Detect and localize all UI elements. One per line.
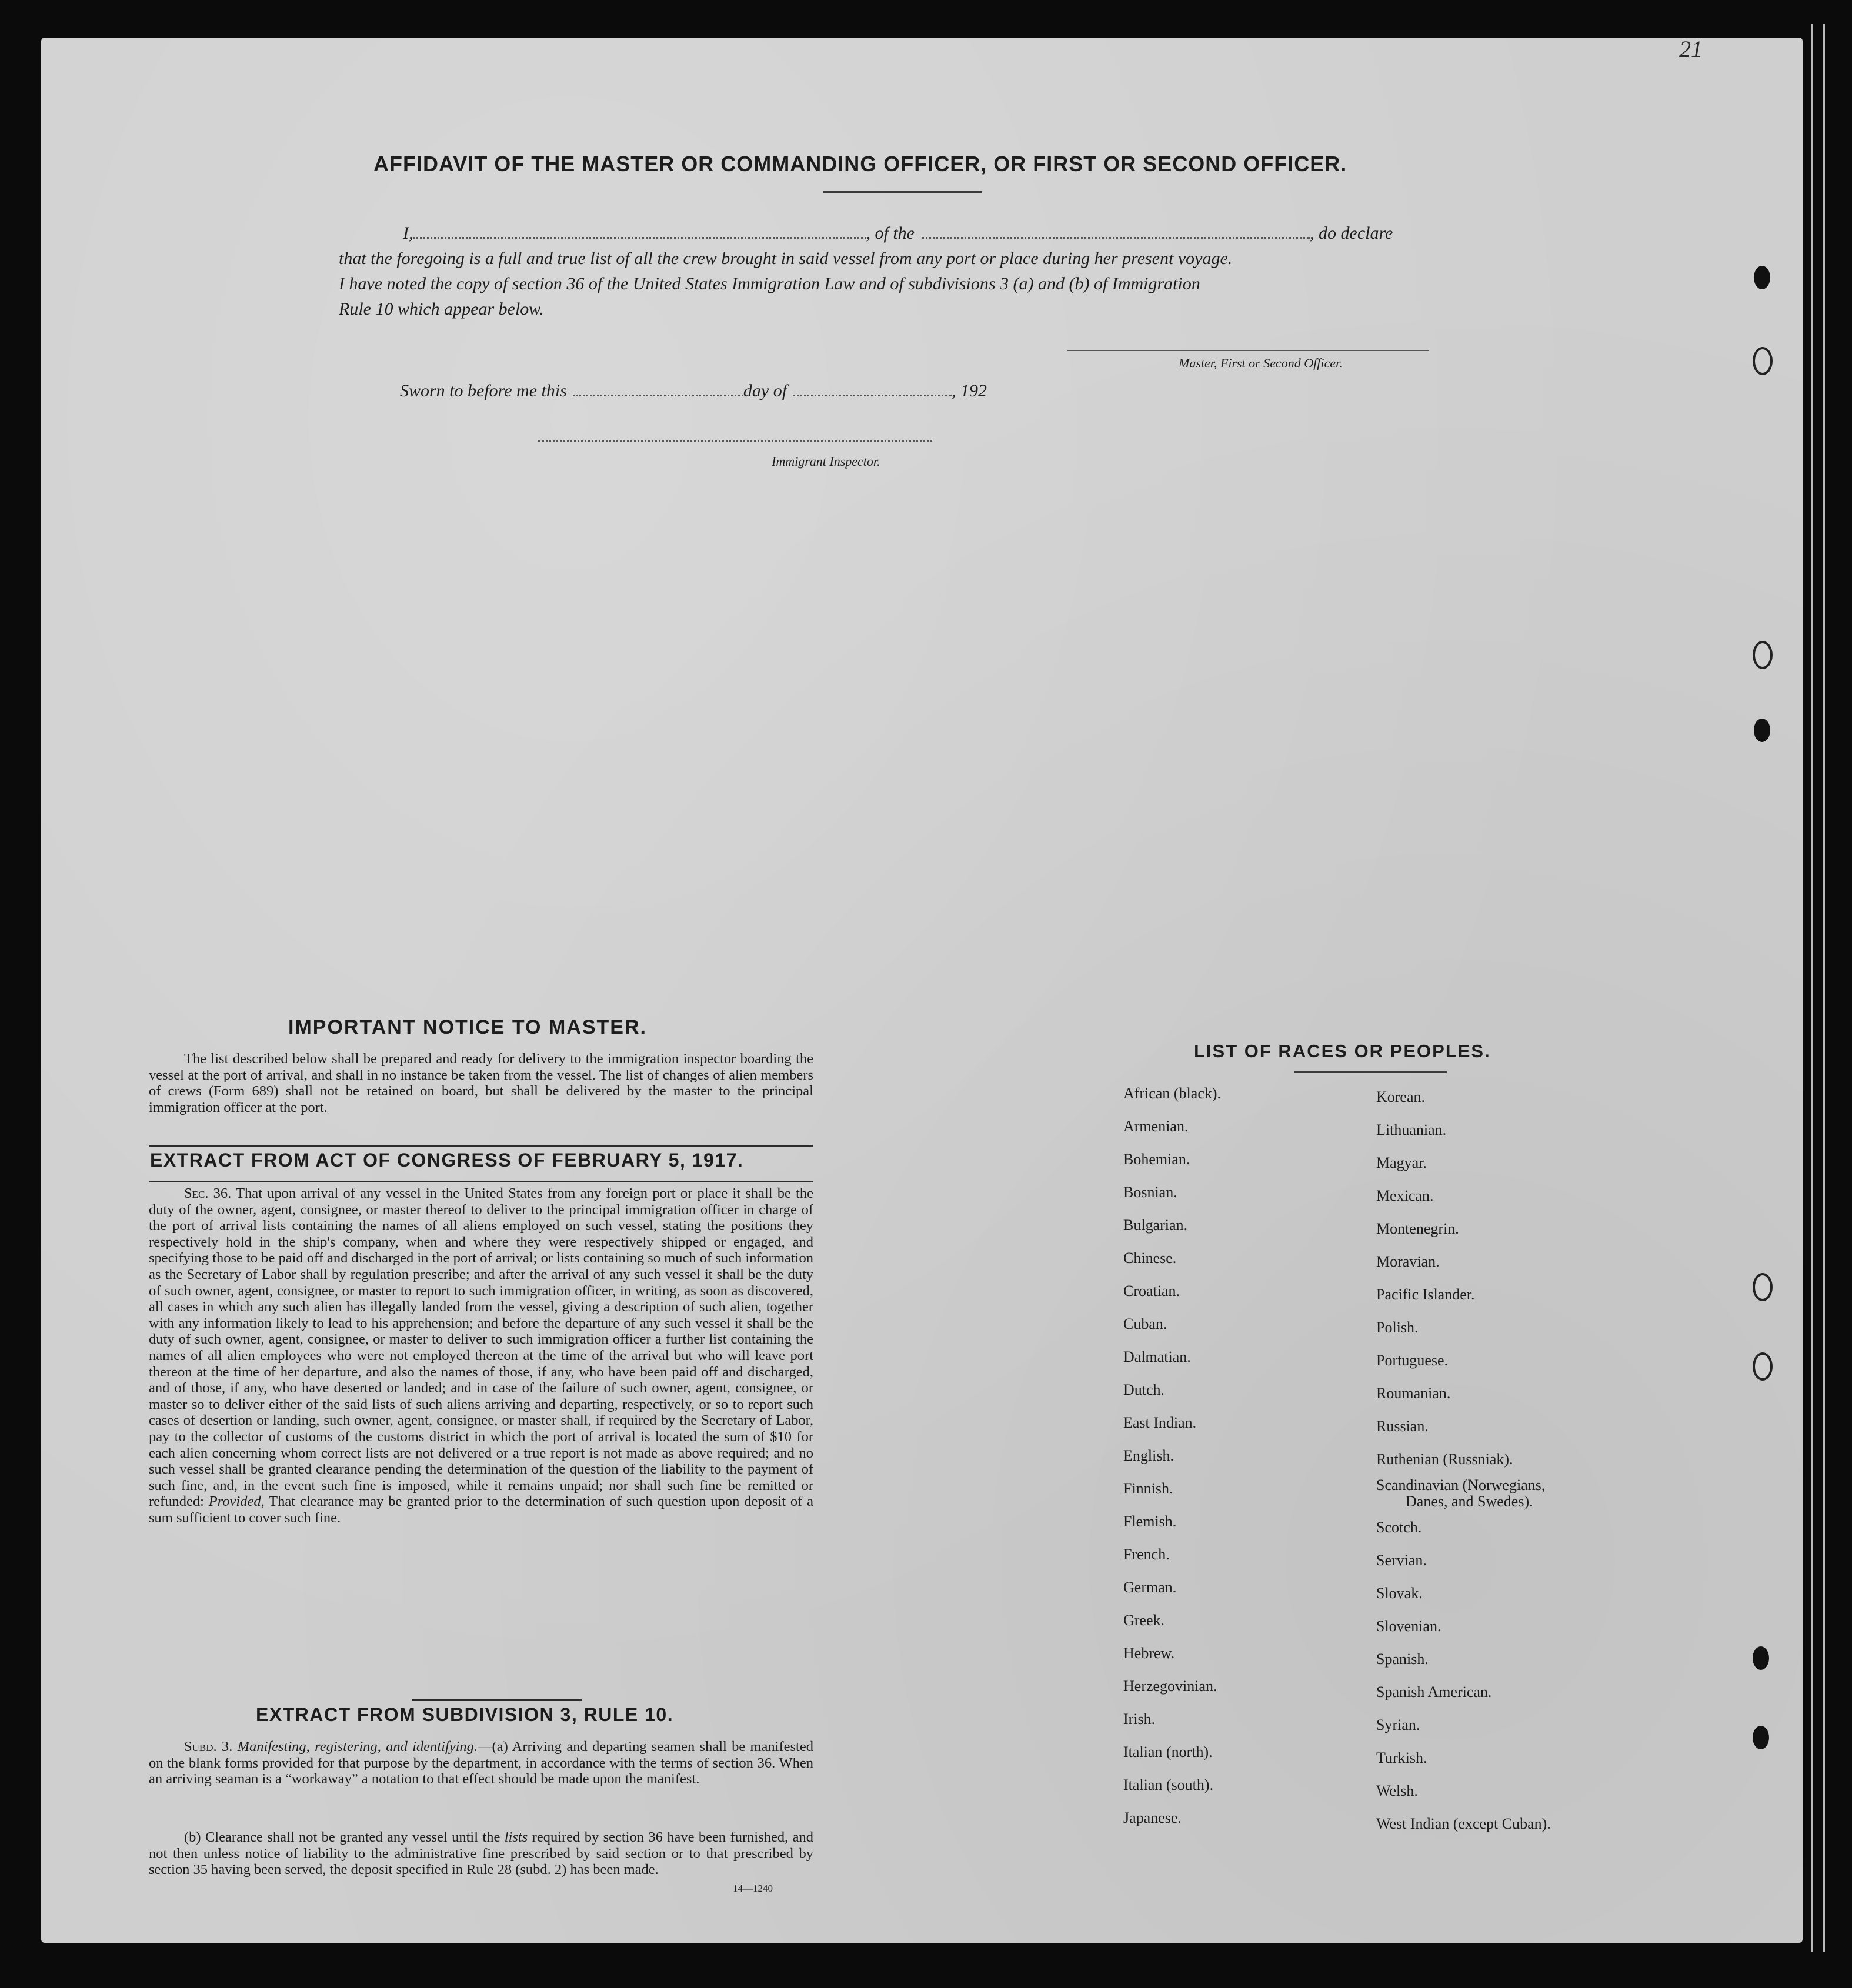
race-item: Mexican. (1376, 1187, 1434, 1204)
affidavit-line-2: that the foregoing is a full and true list of all the crew brought in said vessel from any port or place during her present voyage. (339, 249, 1233, 268)
race-item: Servian. (1376, 1552, 1427, 1569)
race-item: Montenegrin. (1376, 1220, 1459, 1237)
race-item: Finnish. (1123, 1480, 1173, 1497)
section-label: Sec. 36. (184, 1185, 232, 1201)
subd-heading: Manifesting, registering, and identifying. (237, 1739, 478, 1755)
race-item: Russian. (1376, 1418, 1429, 1435)
race-item: Ruthenian (Russniak). (1376, 1451, 1513, 1468)
page-edge-line (1823, 24, 1825, 1952)
affidavit-line-4: Rule 10 which appear below. (339, 299, 544, 319)
race-item: Scotch. (1376, 1519, 1422, 1536)
divider (823, 191, 982, 193)
subd-b-text-start: (b) Clearance shall not be granted any vessel until the (184, 1829, 500, 1845)
race-item: Japanese. (1123, 1809, 1182, 1826)
subd-b-text-end: required by section 36 have been furnished, and not then unless notice of liability to the administrative fine prescribed by said section or to that prescribed by section 35 having been served, the deposit specified in Rule 28 (subd. 2) has been made. (149, 1829, 814, 1878)
race-item: Slovak. (1376, 1585, 1423, 1602)
section-36-text-end: That clearance may be granted prior to the determination of such question upon deposit of a sum sufficient to cover such fine. (149, 1493, 813, 1526)
subdivision-a-paragraph (149, 1739, 813, 1787)
punch-hole (1754, 719, 1770, 742)
subd-label: Subd. 3. (184, 1739, 233, 1755)
page-number: 21 (1679, 36, 1703, 62)
inspector-signature-label: Immigrant Inspector. (772, 454, 880, 469)
race-item: West Indian (except Cuban). (1376, 1815, 1551, 1832)
sworn-year-label: , 192 (952, 381, 987, 400)
affidavit-of-the-label: , of the (866, 223, 915, 243)
sworn-day-of-label: day of (743, 381, 787, 400)
race-item: German. (1123, 1579, 1177, 1596)
race-item: Spanish American. (1376, 1683, 1492, 1700)
race-item: Dutch. (1123, 1381, 1165, 1398)
divider (149, 1181, 813, 1182)
race-item: Portuguese. (1376, 1352, 1449, 1369)
race-item: Flemish. (1123, 1513, 1177, 1530)
act-extract-title: EXTRACT FROM ACT OF CONGRESS OF FEBRUARY 5, 1917. (150, 1150, 744, 1171)
sworn-prefix: Sworn to before me this (400, 381, 567, 400)
race-item: Roumanian. (1376, 1385, 1451, 1402)
affidavit-line-1 (403, 223, 1393, 243)
document-page (41, 38, 1803, 1943)
race-item: Spanish. (1376, 1650, 1429, 1668)
name-field[interactable] (413, 237, 866, 239)
provided-word: Provided, (208, 1493, 265, 1510)
punch-hole (1753, 347, 1773, 375)
race-item: Welsh. (1376, 1782, 1418, 1799)
affidavit-title: AFFIDAVIT OF THE MASTER OR COMMANDING OFFICER, OR FIRST OR SECOND OFFICER. (373, 152, 1347, 176)
race-item: Korean. (1376, 1088, 1426, 1105)
punch-hole (1753, 1273, 1773, 1301)
affidavit-line-3: I have noted the copy of section 36 of the United States Immigration Law and of subdivisions 3 (a) and (b) of Immigration (339, 274, 1200, 293)
races-title: LIST OF RACES OR PEOPLES. (1194, 1041, 1491, 1061)
affidavit-declare-label: , do declare (1310, 223, 1393, 243)
race-item: Chinese. (1123, 1249, 1177, 1267)
section-36-text: That upon arrival of any vessel in the United States from any foreign port or place it shall be the duty of the owner, agent, consignee, or master thereof to deliver to the principal immigration officer in charge of the port of arrival lists containing the names of all aliens employed on such vessel, stating the positions they respectively hold in the ship's company, when and where they were respectively shipped or engaged, and specifying those to be paid off and discharged in the port of arrival; or lists containing so much of such information as the Secretary of Labor shall by regulation prescribe; and after the arrival of any such vessel it shall be the duty of such owner, agent, consignee, or master to report to such immigration officer, in writing, as soon as discovered, all cases in which any such alien has illegally landed from the vessel, giving a description of such alien, together with any information likely to lead to his apprehension; and before the departure of any such vessel it shall be the duty of such owner, agent, consignee, or master to deliver to such immigration officer a further list containing the names of all alien employees who were not employed thereon at the time of the arrival but who will leave port thereon at the time of her departure, and also the names of those, if any, who have been paid off and discharged, and of those, if any, who have deserted or landed; and in case of the failure of such owner, agent, consignee, or master so to deliver either of the said lists of such aliens arriving and departing, respectively, or so to report such cases of desertion or landing, such owner, agent, consignee, or master shall, if required by the Secretary of Labor, pay to the collector of customs of the customs district in which the port of arrival is located the sum of $10 for each alien concerning whom correct lists are not delivered or a true report is not made as above required; and no such vessel shall be granted clearance pending the determination of the question of the liability to the payment of such fine, and, in the event such fine is imposed, while it remains unpaid; nor shall such fine be remitted or refunded: (149, 1185, 813, 1510)
notice-paragraph: The list described below shall be prepared and ready for delivery to the immigration inspector boarding the vessel at the port of arrival, and shall in no instance be taken from the vessel. The list of changes of alien members of crews (Form 689) shall not be retained on board, but shall be delivered by the master to the principal immigration officer at the port. (149, 1051, 813, 1115)
race-item: Syrian. (1376, 1716, 1420, 1733)
race-item: French. (1123, 1546, 1170, 1563)
race-item: Pacific Islander. (1376, 1286, 1475, 1303)
punch-hole (1754, 266, 1770, 289)
rule-extract-title: EXTRACT FROM SUBDIVISION 3, RULE 10. (256, 1704, 674, 1725)
race-item: Moravian. (1376, 1253, 1440, 1270)
race-item: Turkish. (1376, 1749, 1427, 1766)
punch-hole (1753, 1726, 1769, 1749)
race-item: East Indian. (1123, 1414, 1197, 1431)
race-item: Italian (north). (1123, 1743, 1213, 1760)
race-item: Bosnian. (1123, 1184, 1177, 1201)
punch-hole (1753, 1352, 1773, 1381)
sworn-line (400, 381, 987, 401)
divider (149, 1145, 813, 1147)
race-item: Dalmatian. (1123, 1348, 1191, 1365)
vessel-field[interactable] (922, 237, 1310, 239)
subdivision-b-paragraph (149, 1829, 813, 1878)
race-item: Cuban. (1123, 1315, 1167, 1332)
page-edge-line (1811, 24, 1813, 1952)
race-item: Bohemian. (1123, 1151, 1190, 1168)
master-signature-line[interactable] (1067, 350, 1429, 351)
form-number: 14—1240 (733, 1883, 773, 1894)
affidavit-i-label: I, (403, 223, 413, 243)
sworn-month-field[interactable] (793, 395, 952, 396)
sworn-day-field[interactable] (573, 395, 743, 396)
race-item: Danes, and Swedes). (1406, 1493, 1533, 1510)
race-item: Armenian. (1123, 1118, 1189, 1135)
lists-word: lists (504, 1829, 528, 1845)
race-item: Hebrew. (1123, 1645, 1175, 1662)
race-item: African (black). (1123, 1085, 1222, 1102)
race-item: Herzegovinian. (1123, 1678, 1217, 1695)
race-item: Lithuanian. (1376, 1121, 1447, 1138)
divider (1294, 1071, 1447, 1073)
divider (412, 1699, 582, 1701)
race-item: Italian (south). (1123, 1776, 1214, 1793)
subd-a-text: —(a) Arriving and departing seamen shall be manifested on the blank forms provided for that purpose by the department, in accordance with the terms of section 36. When an arriving seaman is a “workaway” a notation to that effect should be made upon the manifest. (149, 1739, 813, 1787)
notice-title: IMPORTANT NOTICE TO MASTER. (288, 1016, 647, 1038)
race-item: English. (1123, 1447, 1174, 1464)
punch-hole (1753, 641, 1773, 669)
race-item: Slovenian. (1376, 1618, 1441, 1635)
race-item: Croatian. (1123, 1282, 1180, 1299)
section-36-paragraph (149, 1185, 813, 1526)
race-item: Bulgarian. (1123, 1217, 1188, 1234)
master-signature-label: Master, First or Second Officer. (1179, 356, 1343, 370)
race-item: Magyar. (1376, 1154, 1427, 1171)
race-item: Irish. (1123, 1710, 1156, 1728)
punch-hole (1753, 1646, 1769, 1670)
inspector-signature-line[interactable] (538, 440, 932, 442)
race-item: Polish. (1376, 1319, 1419, 1336)
race-item: Greek. (1123, 1612, 1165, 1629)
race-item: Scandinavian (Norwegians, (1376, 1476, 1546, 1493)
